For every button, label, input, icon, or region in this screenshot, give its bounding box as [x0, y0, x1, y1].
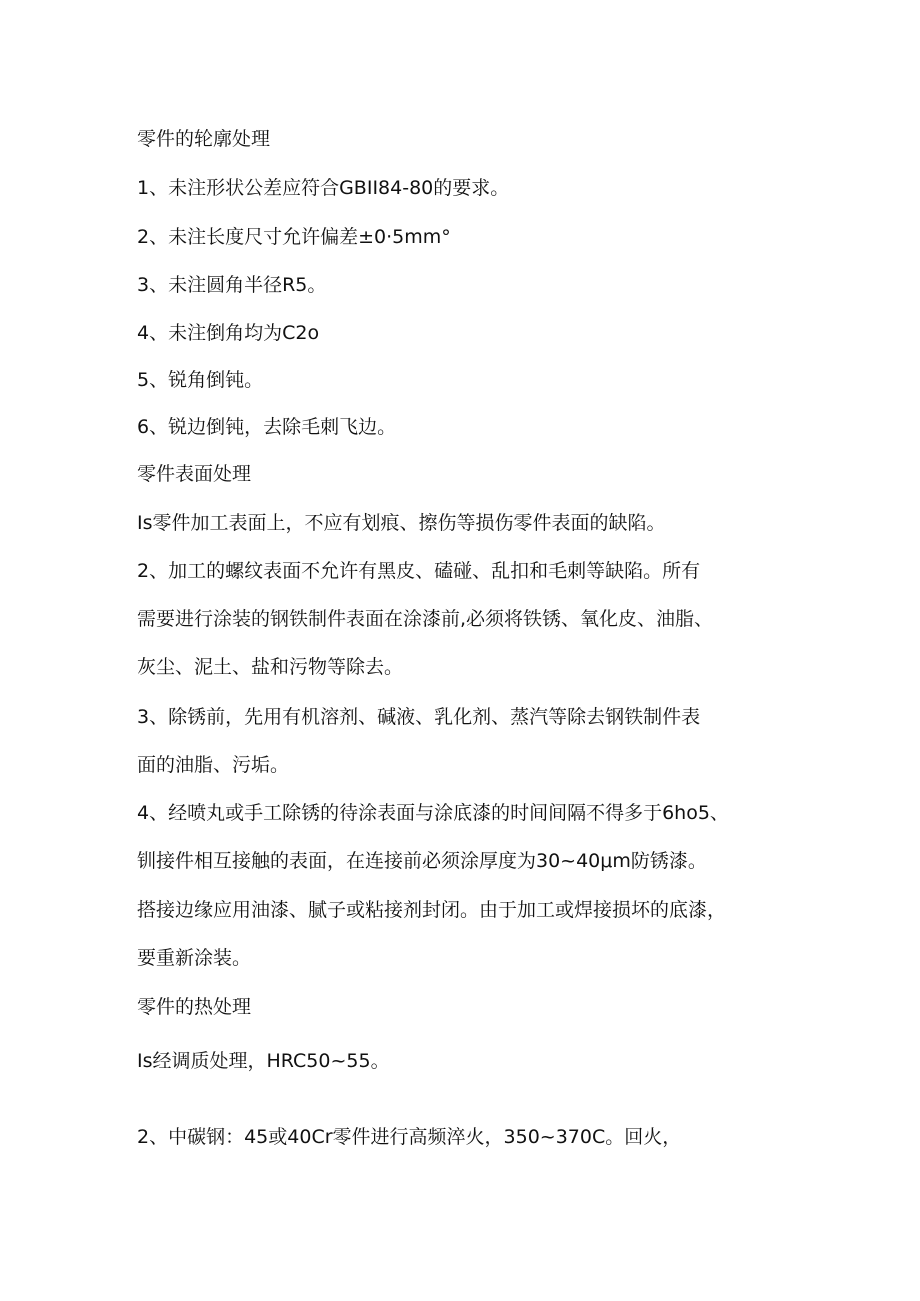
section-heading-heat-treatment: 零件的热处理	[137, 996, 252, 1018]
paragraph-line: 要重新涂装。	[137, 947, 252, 969]
paragraph-line: 3、未注圆角半径R5。	[137, 274, 327, 296]
section-heading-surface: 零件表面处理	[137, 463, 252, 485]
paragraph-line: Is经调质处理，HRC50~55。	[137, 1050, 390, 1072]
paragraph-line: 6、锐边倒钝，去除毛刺飞边。	[137, 416, 397, 438]
paragraph-line: 面的油脂、污垢。	[137, 754, 290, 776]
paragraph-line: 2、加工的螺纹表面不允许有黑皮、磕碰、乱扣和毛刺等缺陷。所有	[137, 560, 701, 582]
paragraph-line: 4、经喷丸或手工除锈的待涂表面与涂底漆的时间间隔不得多于6ho5、	[137, 802, 729, 824]
paragraph-line: 2、未注长度尺寸允许偏差±0·5mm°	[137, 226, 451, 248]
paragraph-line: 1、未注形状公差应符合GBII84-80的要求。	[137, 177, 510, 199]
paragraph-line: 2、中碳钢：45或40Cr零件进行高频淬火，350~370C。回火，	[137, 1126, 682, 1148]
section-heading-outline: 零件的轮廓处理	[137, 128, 271, 150]
paragraph-line: 3、除锈前，先用有机溶剂、碱液、乳化剂、蒸汽等除去钢铁制件表	[137, 706, 701, 728]
paragraph-line: 5、锐角倒钝。	[137, 369, 264, 391]
paragraph-line: Is零件加工表面上，不应有划痕、擦伤等损伤零件表面的缺陷。	[137, 512, 666, 534]
paragraph-line: 灰尘、泥土、盐和污物等除去。	[137, 656, 404, 678]
paragraph-line: 钏接件相互接触的表面，在连接前必须涂厚度为30~40μm防锈漆。	[137, 850, 707, 872]
paragraph-line: 需要进行涂装的钢铁制件表面在涂漆前,必须将铁锈、氧化皮、油脂、	[137, 608, 714, 630]
paragraph-line: 搭接边缘应用油漆、腻子或粘接剂封闭。由于加工或焊接损坏的底漆，	[137, 899, 727, 921]
paragraph-line: 4、未注倒角均为C2o	[137, 322, 320, 344]
